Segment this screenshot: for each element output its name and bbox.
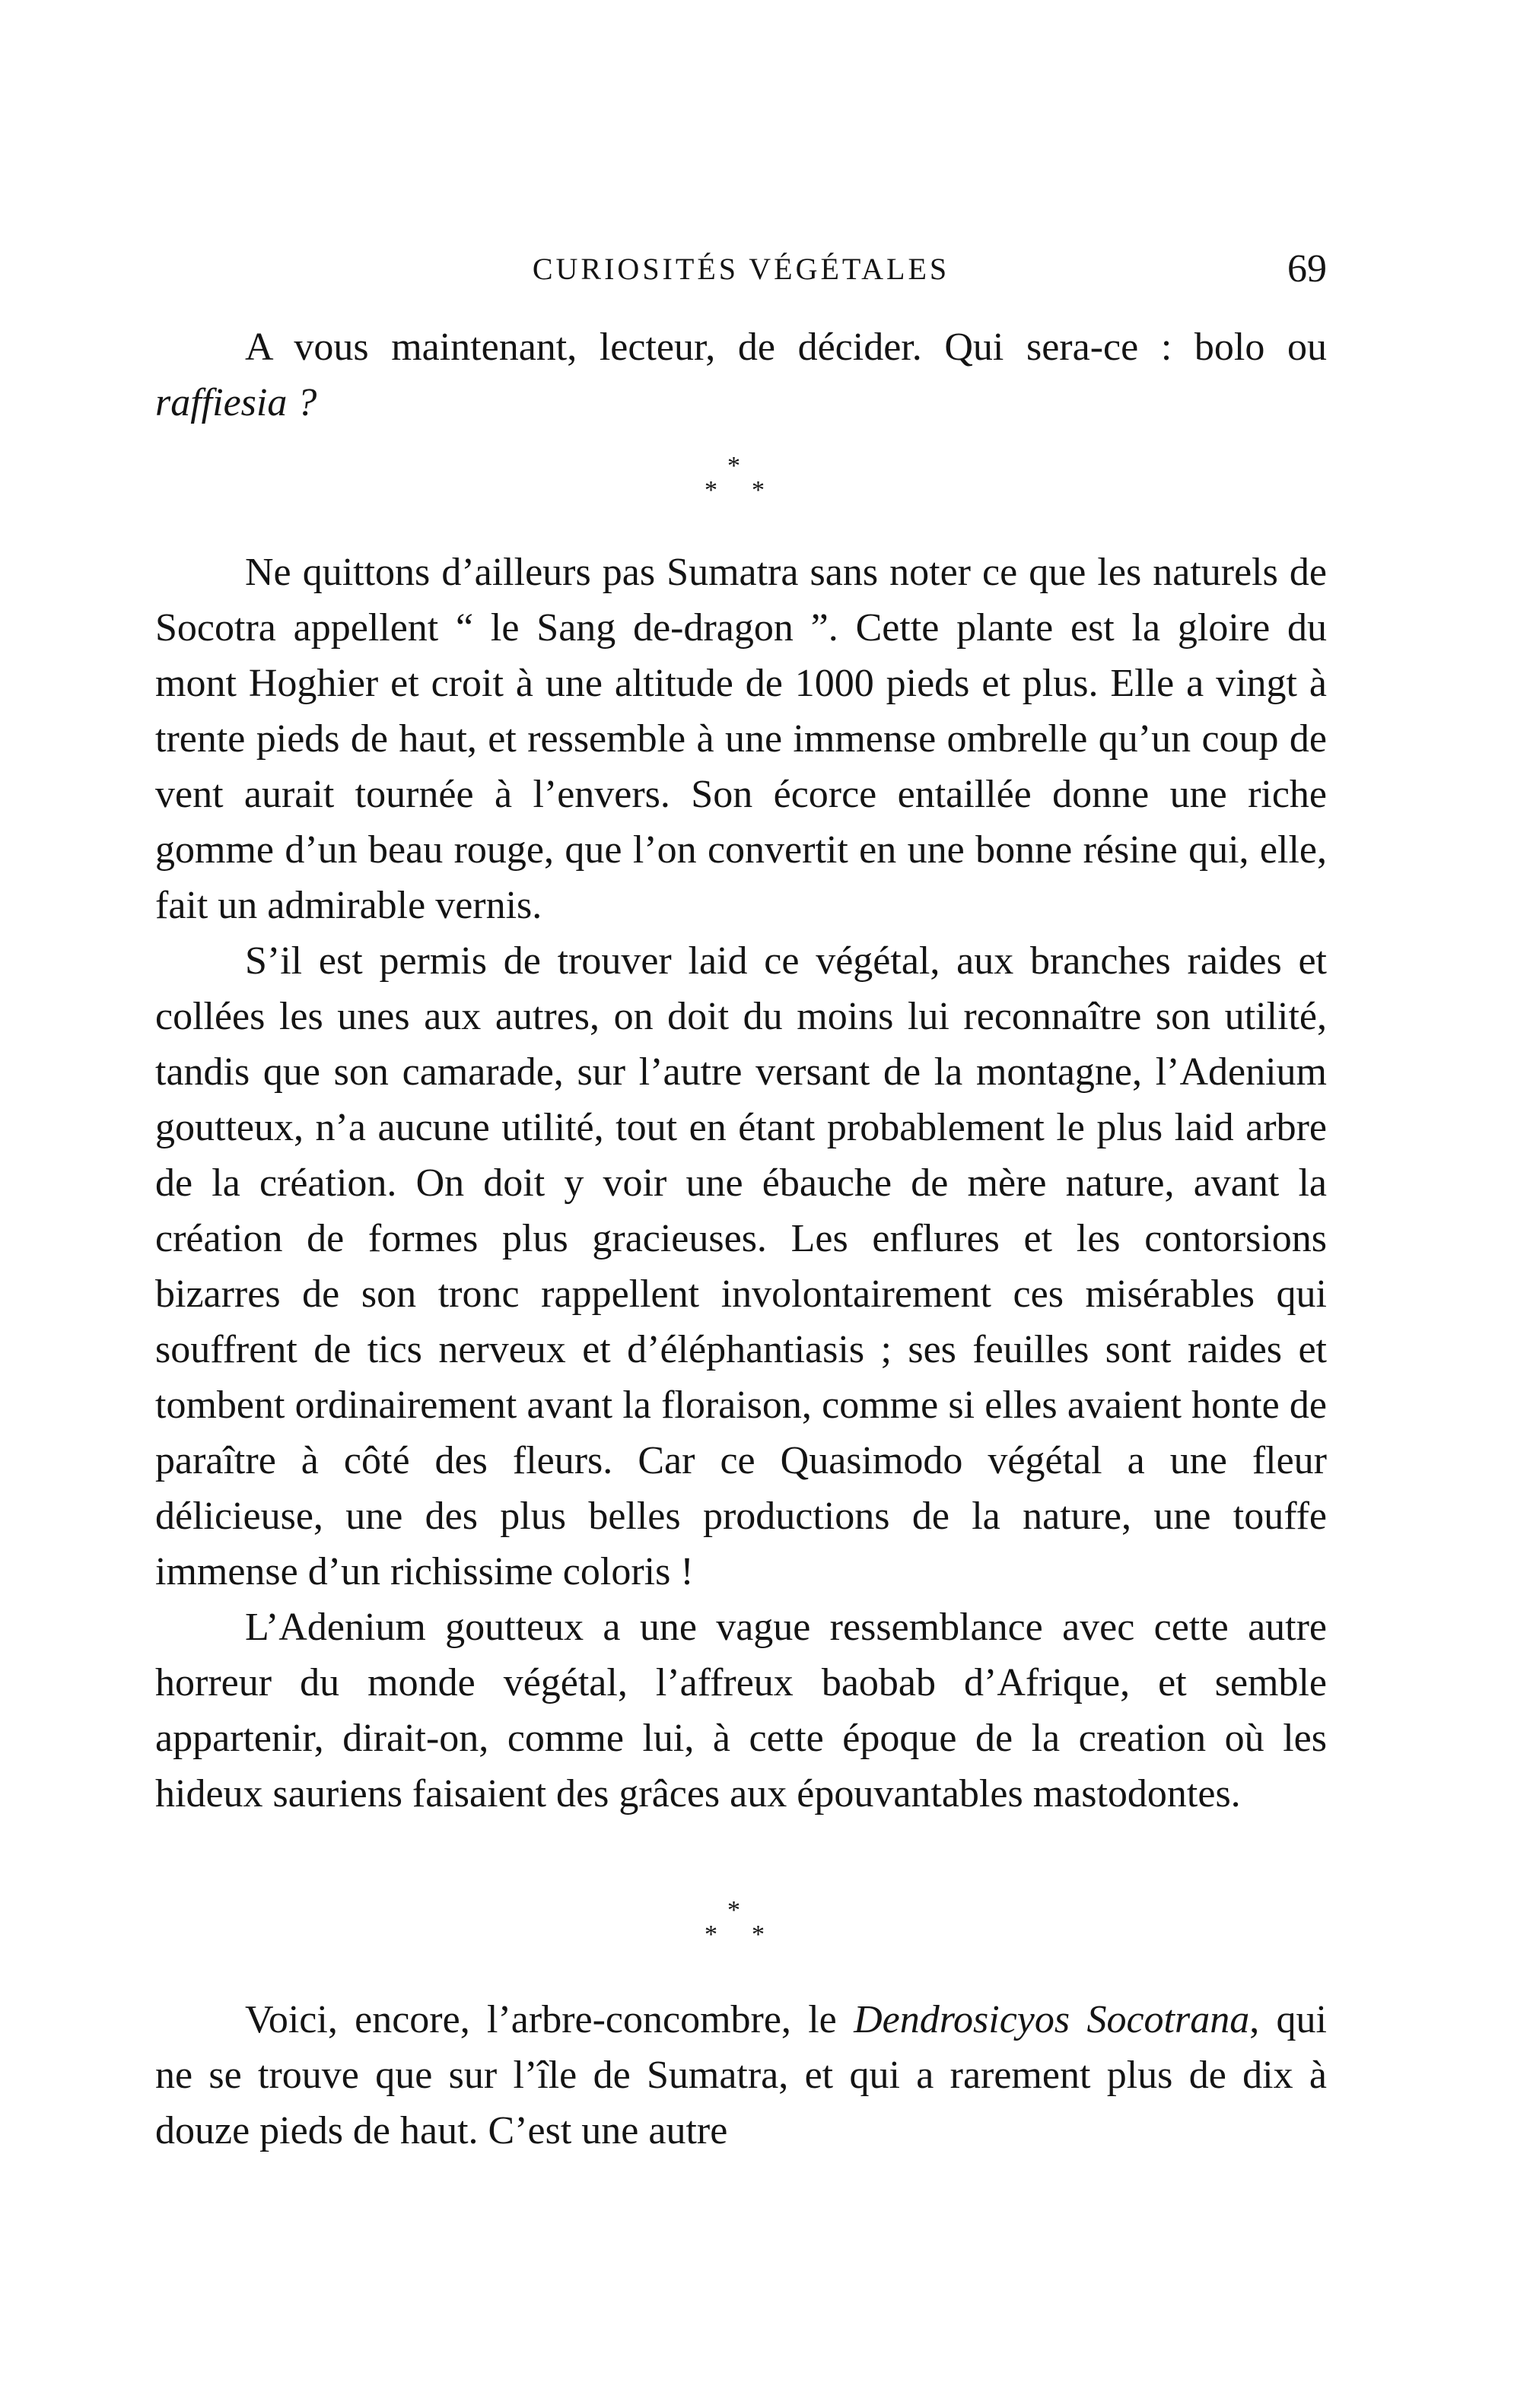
paragraph-3: S’il est permis de trouver laid ce végétal, aux branches raides et collées les unes aux autres, on doit du moins lui reconnaître son utilité, tandis que son camarade, sur l’autre versant de la montagne, l’Adenium goutteux, n’a aucune utilité, tout en étant probablement le plus laid arbre de la création. On doit y voir une ébauche de mère nature, avant la création de formes plus gracieuses. Les enflures et les contorsions bizarres de son tronc rappellent involontairement ces misérables qui souffrent de tics nerveux et d’éléphantiasis ; ses feuilles sont raides et tombent ordinairement avant la floraison, comme si elles avaient honte de paraître à côté des fleurs. Car ce Quasimodo végétal a une fleur délicieuse, une des plus belles productions de la nature, une touffe immense d’un richissime coloris ! <box>155 939 1327 1593</box>
paragraph-1 <box>155 319 1327 430</box>
paragraph-1-text: A vous maintenant, lecteur, de décider. Qui sera-ce : bolo ou <box>245 326 1327 369</box>
asterism-star: * <box>752 1920 765 1949</box>
asterism-star: * <box>727 1896 740 1924</box>
asterism-star: * <box>705 1920 717 1949</box>
page-number: 69 <box>1287 247 1327 291</box>
paragraph-5 <box>155 1992 1327 2159</box>
paragraph-2: Ne quittons d’ailleurs pas Sumatra sans noter ce que les naturels de Socotra appellent “ le Sang de-dragon ”. Cette plante est la gloire du mont Hoghier et croit à une altitude de 1000 pieds et plus. Elle a vingt à trente pieds de haut, et ressemble à une immense ombrelle qu’un coup de vent aurait tournée à l’envers. Son écorce entaillée donne une riche gomme d’un beau rouge, que l’on convertit en une bonne résine qui, elle, fait un admirable vernis. <box>155 551 1327 927</box>
paragraph-5-end: , qui ne se trouve que sur l’île de Sumatra, et qui a rarement plus de dix à douze pieds de haut. C’est une autre <box>155 1998 1327 2152</box>
asterism-star: * <box>727 452 740 480</box>
paragraph-1-italic: raffiesia ? <box>155 381 317 424</box>
body-text <box>155 319 1327 2159</box>
paragraph-5-italic: Dendrosicyos Socotrana <box>854 1998 1250 2041</box>
asterism-separator <box>155 434 1327 545</box>
asterism-star: * <box>752 476 765 504</box>
paragraph-4: L’Adenium goutteux a une vague ressemblance avec cette autre horreur du monde végétal, l’affreux baobab d’Afrique, et semble appartenir, dirait-on, comme lui, à cette époque de la creation où les hideux sauriens faisaient des grâces aux épouvantables mastodontes. <box>155 1606 1327 1816</box>
running-head <box>155 247 1327 297</box>
asterism-separator <box>155 1878 1327 1992</box>
running-title: CURIOSITÉS VÉGÉTALES <box>532 252 950 286</box>
asterism-star: * <box>705 476 717 504</box>
paragraph-5-start: Voici, encore, l’arbre-concombre, le <box>245 1998 854 2041</box>
